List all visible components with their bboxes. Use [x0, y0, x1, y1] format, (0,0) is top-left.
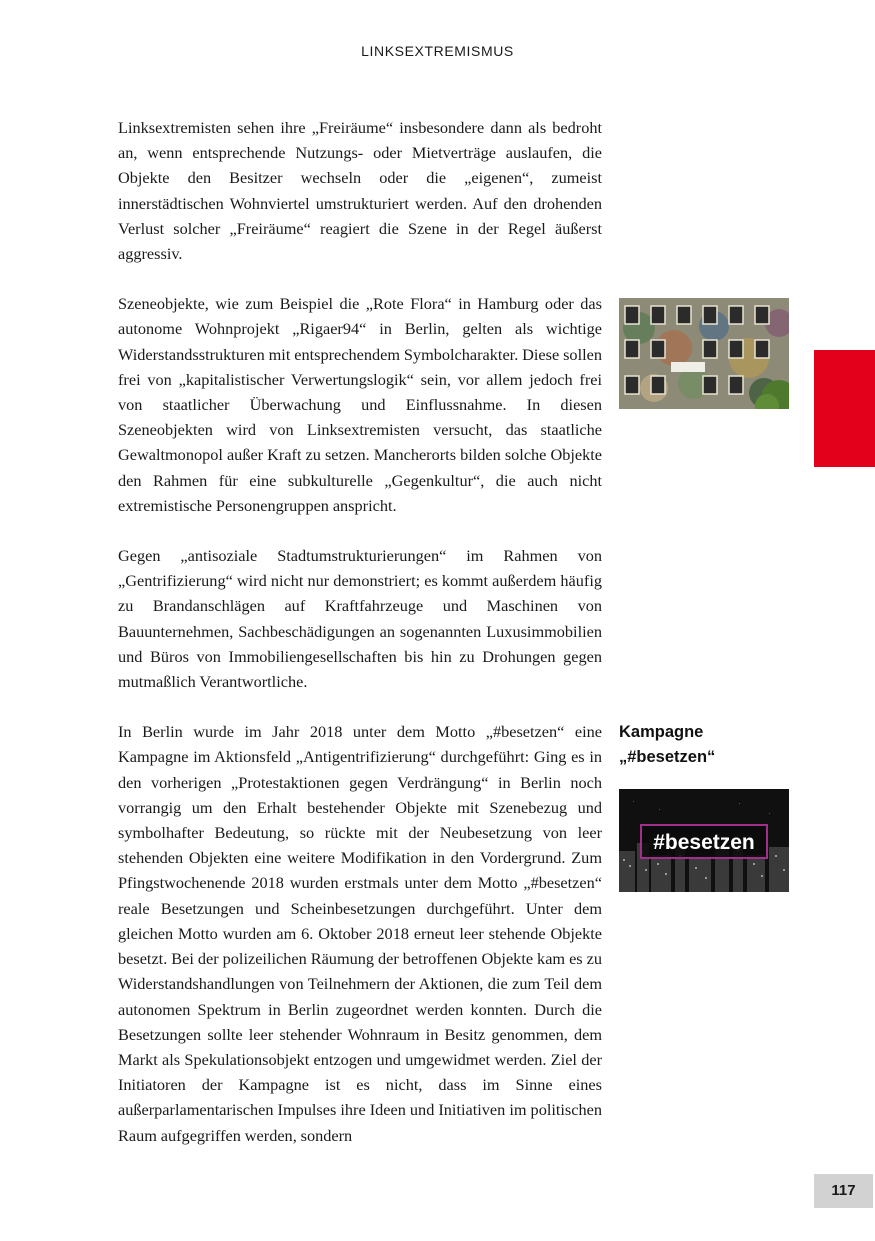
paragraph-freiraeume: Linksextremisten sehen ihre „Freiräume“ insbesondere dann als bedroht an, wenn entsprechende Nutzungs- oder Mietverträge auslaufen, die Objekte den Besitzer wechseln oder die „eigenen“, zumeist innerstädtischen Wohnviertel umstrukturiert werden. Auf den drohenden Verlust solcher „Freiräume“ reagiert die Szene in der Regel äußerst aggressiv. [118, 118, 602, 264]
sidebar-heading-line1: Kampagne [619, 723, 704, 741]
main-text-column [118, 115, 602, 1172]
hashtag-text: #besetzen [653, 831, 755, 854]
paragraph-besetzen-kampagne: In Berlin wurde im Jahr 2018 unter dem Motto „#besetzen“ eine Kampagne im Aktionsfeld „Antigentrifizierung“ durchgeführt: Ging es in den vorherigen „Protestaktionen gegen Verdrängung“ in Berlin noch vorrangig um den Erhalt bestehender Objekte mit Szenebezug und symbolhafter Bedeutung, so rückte mit der Neubesetzung von leer stehenden Objekten eine weitere Modifikation in den Vordergrund. Zum Pfingstwochenende 2018 wurden erstmals unter dem Motto „#besetzen“ reale Besetzungen und Scheinbesetzungen durchgeführt. Unter dem gleichen Motto wurden am 6. Oktober 2018 erneut leer stehende Objekte besetzt. Bei der polizeilichen Räumung der betroffenen Objekte kam es zu Widerstandshandlungen von Teilnehmern der Aktionen, die zum Teil dem autonomen Spektrum in Berlin zugeordnet werden konnten. Durch die Besetzungen sollte leer stehender Wohnraum in Besitz genommen, dem Markt als Spekulationsobjekt entzogen und umgewidmet werden. Ziel der Initiatoren der Kampagne ist es nicht, dass im Sinne eines außerparlamentarischen Impulses ihre Ideen und Initiativen im politischen Raum aufgegriffen werden, sondern [118, 722, 602, 1145]
building-facade-photo [619, 298, 789, 409]
besetzen-campaign-image [619, 789, 789, 892]
sidebar-heading-line2: „#besetzen“ [619, 748, 716, 766]
paragraph-gentrifizierung: Gegen „antisoziale Stadtumstrukturierungen“ im Rahmen von „Gentrifizierung“ wird nicht nur demonstriert; es kommt außerdem häufig zu Brandanschlägen auf Kraftfahrzeuge und Maschinen von Bauunternehmen, Sachbeschädigungen an sogenannten Luxusimmobilien und Büros von Immobiliengesellschaften bis hin zu Drohungen gegen mutmaßlich Verantwortliche. [118, 546, 602, 692]
sidebar-heading [619, 720, 789, 770]
chapter-marker-tab [814, 350, 875, 467]
page-number: 117 [814, 1174, 873, 1208]
running-header: LINKSEXTREMISMUS [361, 43, 514, 59]
paragraph-szeneobjekte: Szeneobjekte, wie zum Beispiel die „Rote Flora“ in Hamburg oder das autonome Wohnprojekt „Rigaer94“ in Berlin, gelten als wichtige Widerstandsstrukturen mit entsprechendem Symbolcharakter. Diese sollen frei von „kapitalistischer Verwertungslogik“ sein, vor allem jedoch frei von staatlicher Überwachung und Einflussnahme. In diesen Szeneobjekten wird von Linksextremisten versucht, das staatliche Gewaltmonopol außer Kraft zu setzen. Mancherorts bilden solche Objekte den Rahmen für eine subkulturelle „Gegenkultur“, die auch nicht extremistische Personengruppen anspricht. [118, 294, 602, 515]
